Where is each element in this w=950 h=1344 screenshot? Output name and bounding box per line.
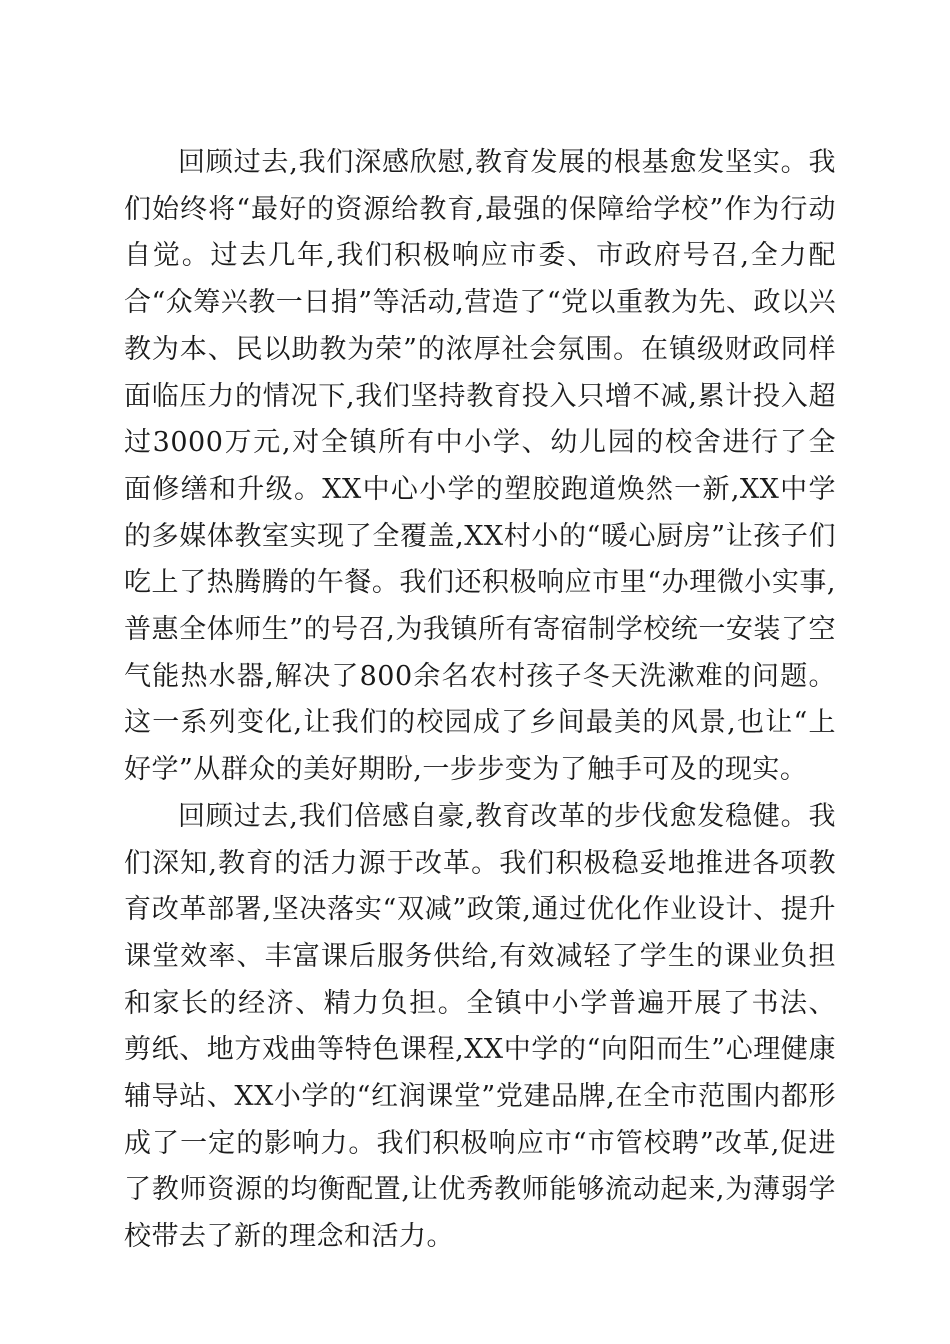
paragraph-education-foundation: 回顾过去,我们深感欣慰,教育发展的根基愈发坚实。我们始终将“最好的资源给教育,最强的保障给学校”作为行动自觉。过去几年,我们积极响应市委、市政府号召,全力配合“众筹兴教一日捐”等活动,营造了“党以重教为先、政以兴教为本、民以助教为荣”的浓厚社会氛围。在镇级财政同样面临压力的情况下,我们坚持教育投入只增不减,累计投入超过3000万元,对全镇所有中小学、幼儿园的校舍进行了全面修缮和升级。XX中心小学的塑胶跑道焕然一新,XX中学的多媒体教室实现了全覆盖,XX村小的“暖心厨房”让孩子们吃上了热腾腾的午餐。我们还积极响应市里“办理微小实事,普惠全体师生”的号召,为我镇所有寄宿制学校统一安装了空气能热水器,解决了800余名农村孩子冬天洗漱难的问题。这一系列变化,让我们的校园成了乡间最美的风景,也让“上好学”从群众的美好期盼,一步步变为了触手可及的现实。 [124,147,836,786]
document-body [124,140,836,1261]
paragraph-education-reform: 回顾过去,我们倍感自豪,教育改革的步伐愈发稳健。我们深知,教育的活力源于改革。我们积极稳妥地推进各项教育改革部署,坚决落实“双减”政策,通过优化作业设计、提升课堂效率、丰富课后服务供给,有效减轻了学生的课业负担和家长的经济、精力负担。全镇中小学普遍开展了书法、剪纸、地方戏曲等特色课程,XX中学的“向阳而生”心理健康辅导站、XX小学的“红润课堂”党建品牌,在全市范围内都形成了一定的影响力。我们积极响应市“市管校聘”改革,促进了教师资源的均衡配置,让优秀教师能够流动起来,为薄弱学校带去了新的理念和活力。 [124,800,836,1253]
